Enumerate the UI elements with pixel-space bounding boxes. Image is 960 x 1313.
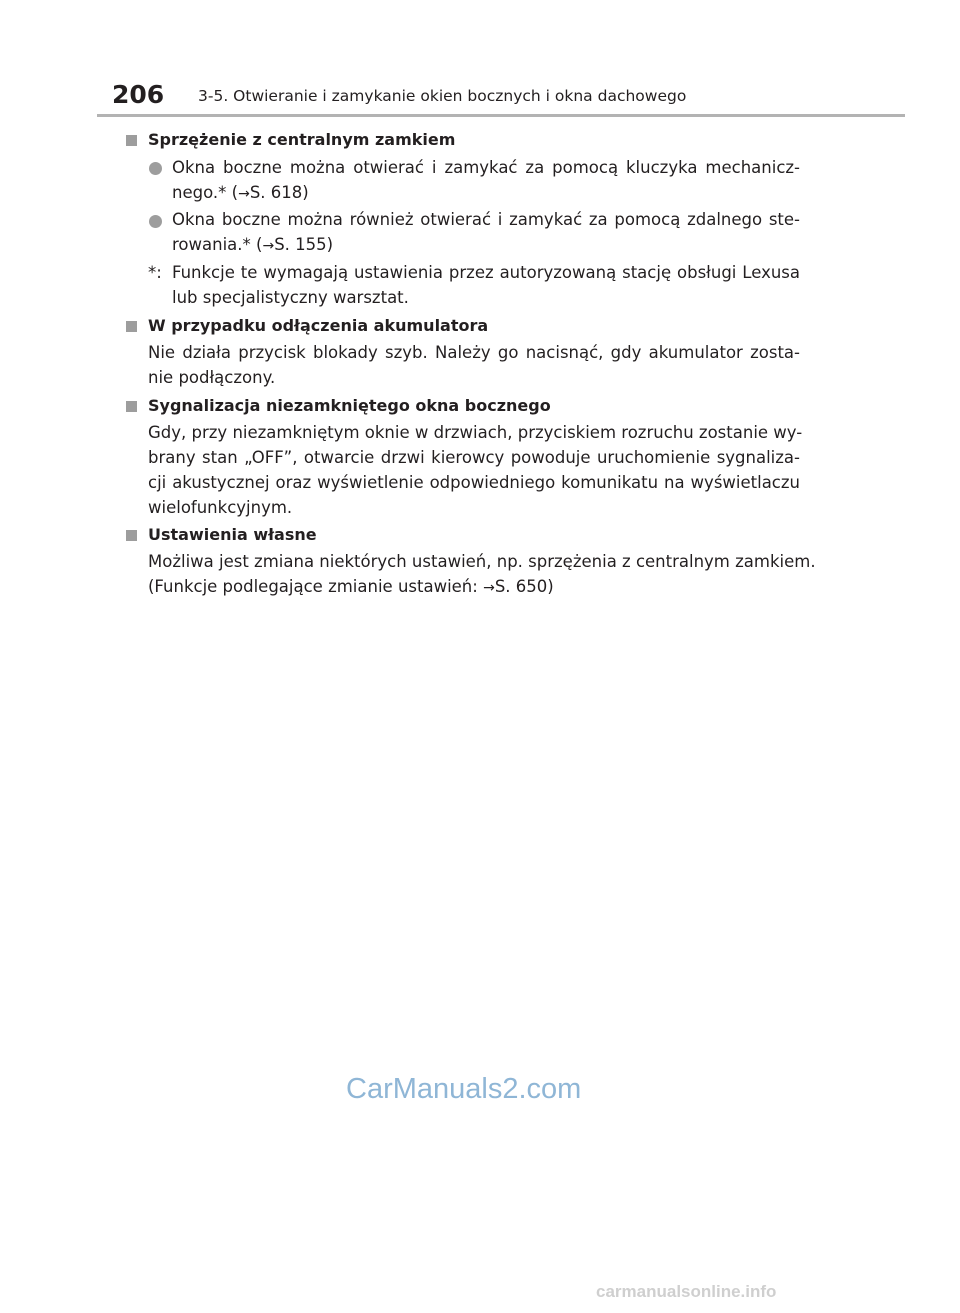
paragraph-line: nie podłączony. (148, 368, 276, 387)
footnote-marker: *: (148, 263, 162, 282)
paragraph-line: cji akustycznej oraz wyświetlenie odpowiedniego komunikatu na wyświetlaczu (148, 473, 800, 492)
section-heading: W przypadku odłączenia akumulatora (148, 316, 489, 335)
page-header (0, 0, 960, 120)
bullet-circle-icon (149, 162, 162, 175)
paragraph-line: wielofunkcyjnym. (148, 498, 293, 517)
section-heading: Sygnalizacja niezamkniętego okna bocznego (148, 396, 551, 415)
section-square-icon (126, 401, 137, 412)
header-divider (97, 114, 905, 117)
paragraph-line: brany stan „OFF”, otwarcie drzwi kierowcy powoduje uruchomienie sygnaliza- (148, 448, 800, 467)
page-number: 206 (112, 80, 165, 109)
paragraph-line: Możliwa jest zmiana niektórych ustawień, np. sprzężenia z centralnym zamkiem. (148, 552, 816, 571)
paragraph-line: Gdy, przy niezamkniętym oknie w drzwiach, przyciskiem rozruchu zostanie wy- (148, 423, 803, 442)
section-heading: Ustawienia własne (148, 525, 317, 544)
arrow-right-icon: → (483, 580, 495, 596)
bullet-text: Okna boczne można otwierać i zamykać za pomocą kluczyka mechanicz- (172, 158, 800, 177)
footnote-text: lub specjalistyczny warsztat. (172, 288, 409, 307)
bullet-text-ref: rowania.* (→S. 155) (172, 235, 334, 254)
chapter-title: 3-5. Otwieranie i zamykanie okien bocznych i okna dachowego (198, 87, 687, 105)
arrow-right-icon: → (262, 238, 275, 254)
arrow-right-icon: → (238, 186, 250, 202)
paragraph-line: Nie działa przycisk blokady szyb. Należy go nacisnąć, gdy akumulator zosta- (148, 343, 800, 362)
bullet-text-ref: nego.* (→S. 618) (172, 183, 309, 202)
footnote-text: Funkcje te wymagają ustawienia przez autoryzowaną stację obsługi Lexusa (172, 263, 800, 282)
section-square-icon (126, 530, 137, 541)
bullet-text: Okna boczne można również otwierać i zamykać za pomocą zdalnego ste- (172, 210, 800, 229)
watermark-logo: CarManuals2.com (346, 1073, 582, 1105)
footer-site-link[interactable]: carmanualsonline.info (596, 1282, 777, 1301)
section-square-icon (126, 321, 137, 332)
section-square-icon (126, 135, 137, 146)
paragraph-line-ref: (Funkcje podlegające zmianie ustawień: →S. 650) (148, 577, 554, 596)
bullet-circle-icon (149, 215, 162, 228)
section-heading: Sprzężenie z centralnym zamkiem (148, 130, 456, 149)
